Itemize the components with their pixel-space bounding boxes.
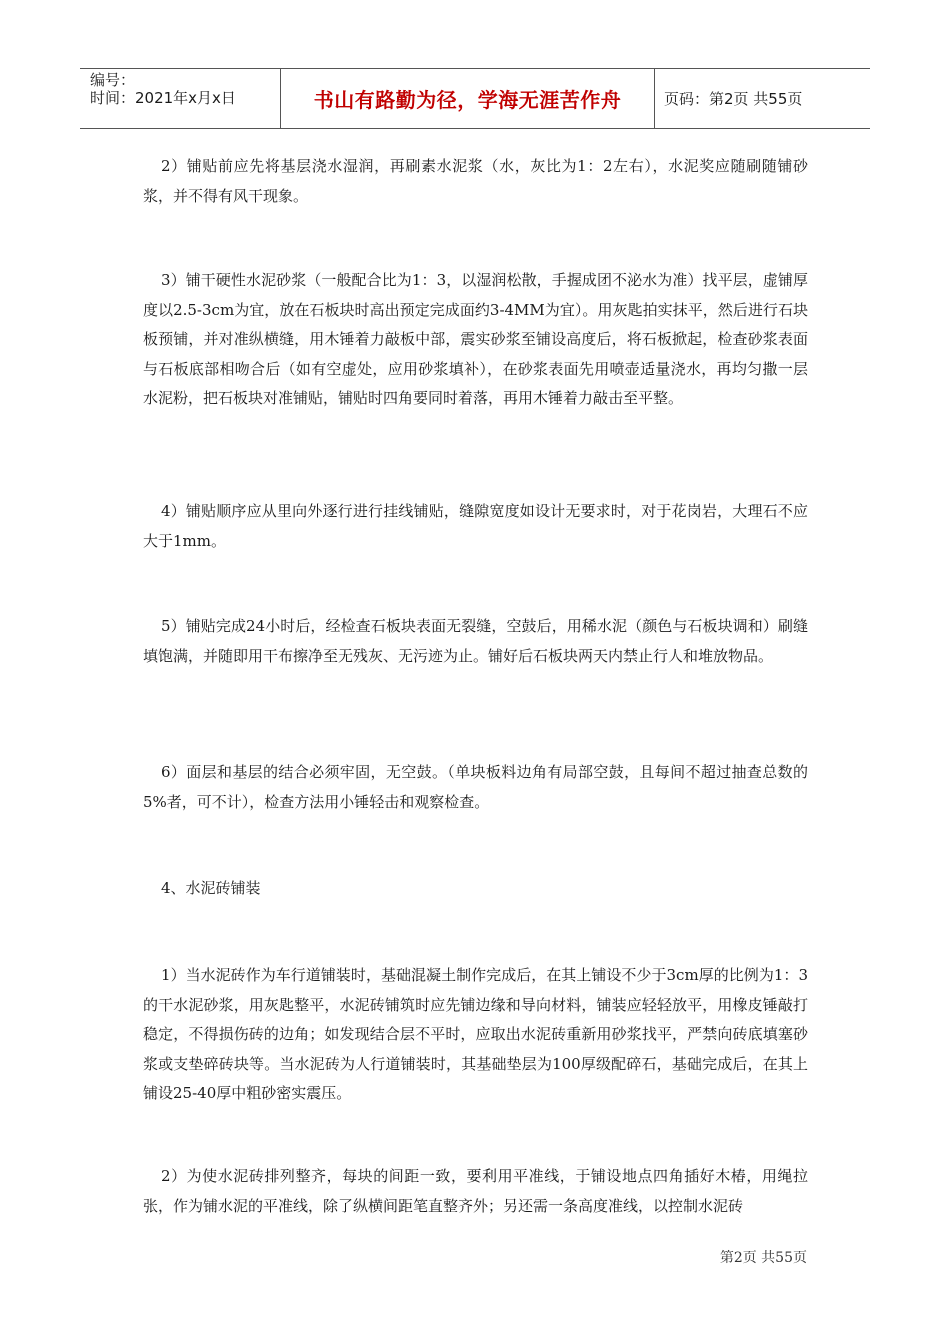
page-header [80,68,870,129]
header-page-number: 页码：第2页 共55页 [664,90,803,108]
paragraph-step-4: 4）铺贴顺序应从里向外逐行进行挂线铺贴，缝隙宽度如设计无要求时，对于花岗岩，大理石不应大于1mm。 [143,502,808,550]
paragraph-brick-step-2: 2）为使水泥砖排列整齐，每块的间距一致，要利用平准线，于铺设地点四角插好木椿，用绳拉张，作为铺水泥的平准线，除了纵横间距笔直整齐外；另还需一条高度准线，以控制水泥砖 [143,1167,808,1215]
document-number-label: 编号： [90,71,136,89]
document-date-label: 时间：2021年x月x日 [90,89,236,107]
paragraph-step-6: 6）面层和基层的结合必须牢固，无空鼓。（单块板料边角有局部空鼓，且每间不超过抽查总数的5%者，可不计），检查方法用小锤轻击和观察检查。 [143,763,808,811]
paragraph-brick-step-1: 1）当水泥砖作为车行道铺装时，基础混凝土制作完成后，在其上铺设不少于3cm厚的比例为1：3的干水泥砂浆，用灰匙整平，水泥砖铺筑时应先铺边缘和导向材料，铺装应轻轻放平，用橡皮锤敲打稳定，不得损伤砖的边角；如发现结合层不平时，应取出水泥砖重新用砂浆找平，严禁向砖底填塞砂浆或支垫碎砖块等。当水泥砖为人行道铺装时，其基础垫层为100厚级配碎石，基础完成后，在其上铺设25-40厚中粗砂密实震压。 [143,966,808,1102]
header-meta [80,69,281,128]
paragraph-step-2: 2）铺贴前应先将基层浇水湿润，再刷素水泥浆（水，灰比为1：2左右），水泥奖应随刷随铺砂浆，并不得有风干现象。 [143,157,808,205]
paragraph-step-5: 5）铺贴完成24小时后，经检查石板块表面无裂缝，空鼓后，用稀水泥（颜色与石板块调和）刷缝填饱满，并随即用干布擦净至无残灰、无污迹为止。铺好后石板块两天内禁止行人和堆放物品。 [143,617,808,665]
paragraph-step-3: 3）铺干硬性水泥砂浆（一般配合比为1：3，以湿润松散，手握成团不泌水为准）找平层，虚铺厚度以2.5-3cm为宜，放在石板块时高出预定完成面约3-4MM为宜）。用灰匙拍实抹平，然后进行石块板预铺，并对准纵横缝，用木锤着力敲板中部，震实砂浆至铺设高度后，将石板掀起，检查砂浆表面与石板底部相吻合后（如有空虚处，应用砂浆填补），在砂浆表面先用喷壶适量浇水，再均匀撒一层水泥粉，把石板块对准铺贴，铺贴时四角要同时着落，再用木锤着力敲击至平整。 [143,271,808,407]
header-motto: 书山有路勤为径，学海无涯苦作舟 [281,69,655,128]
section-heading-cement-brick: 4、水泥砖铺装 [161,879,261,897]
page-footer: 第2页 共55页 [719,1250,807,1266]
